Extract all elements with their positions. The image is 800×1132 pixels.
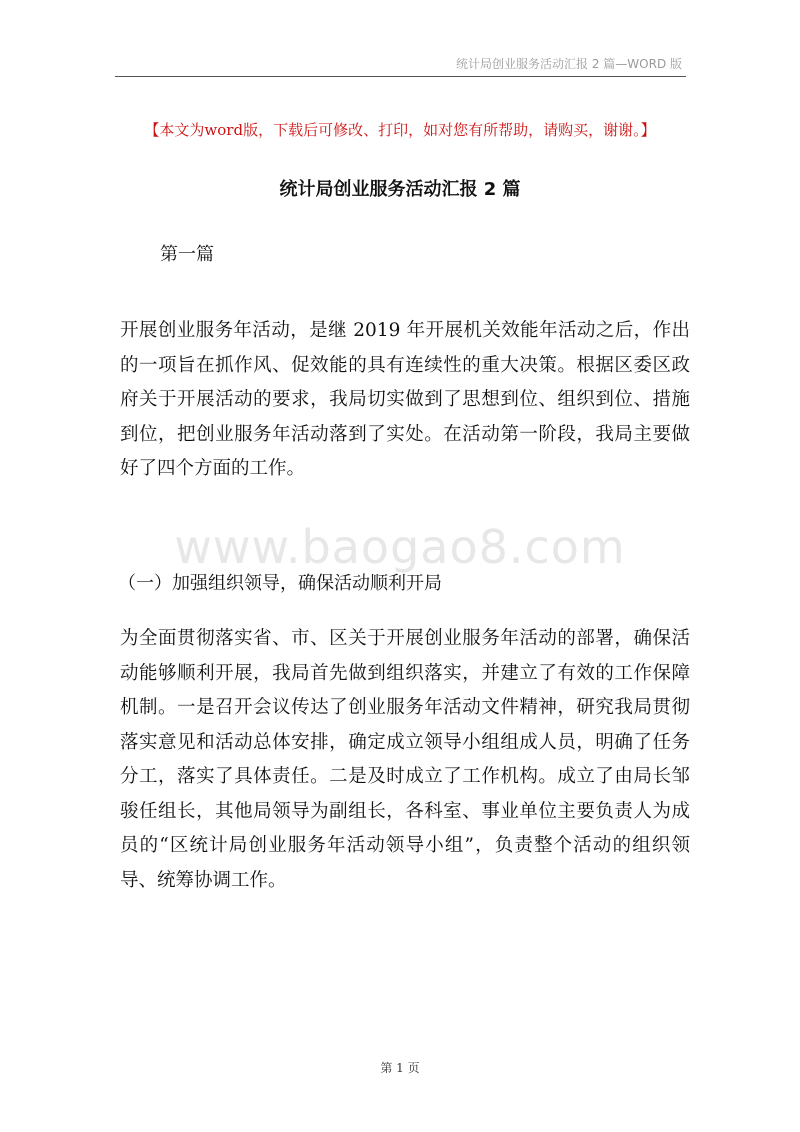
body-paragraph-2: 为全面贯彻落实省、市、区关于开展创业服务年活动的部署，确保活动能够顺利开展，我局首先做到组织落实，并建立了有效的工作保障机制。一是召开会议传达了创业服务年活动文件精神，研究我局贯彻落实意见和活动总体安排，确定成立领导小组组成人员，明确了任务分工，落实了具体责任。二是及时成立了工作机构。成立了由局长邹骏任组长，其他局领导为副组长，各科室、事业单位主要负责人为成员的“区统计局创业服务年活动领导小组”，负责整个活动的组织领导、统筹协调工作。 <box>120 628 690 891</box>
page-number: 第 1 页 <box>380 1061 420 1075</box>
subheading-1: （一）加强组织领导，确保活动顺利开局 <box>118 573 442 594</box>
body-paragraph-1: 开展创业服务年活动，是继 2019 年开展机关效能年活动之后，作出的一项旨在抓作风、促效能的具有连续性的重大决策。根据区委区政府关于开展活动的要求，我局切实做到了思想到位、组织到位、措施到位，把创业服务年活动落到了实处。在活动第一阶段，我局主要做好了四个方面的工作。 <box>120 320 690 479</box>
header-divider <box>115 76 686 77</box>
section-title: 第一篇 <box>160 244 214 265</box>
watermark: www.baogao8.com <box>174 520 626 574</box>
purchase-notice: 【本文为word版，下载后可修改、打印，如对您有所帮助，请购买，谢谢。】 <box>144 121 656 139</box>
document-title: 统计局创业服务活动汇报 2 篇 <box>279 179 521 200</box>
running-header: 统计局创业服务活动汇报 2 篇—WORD 版 <box>456 57 682 71</box>
